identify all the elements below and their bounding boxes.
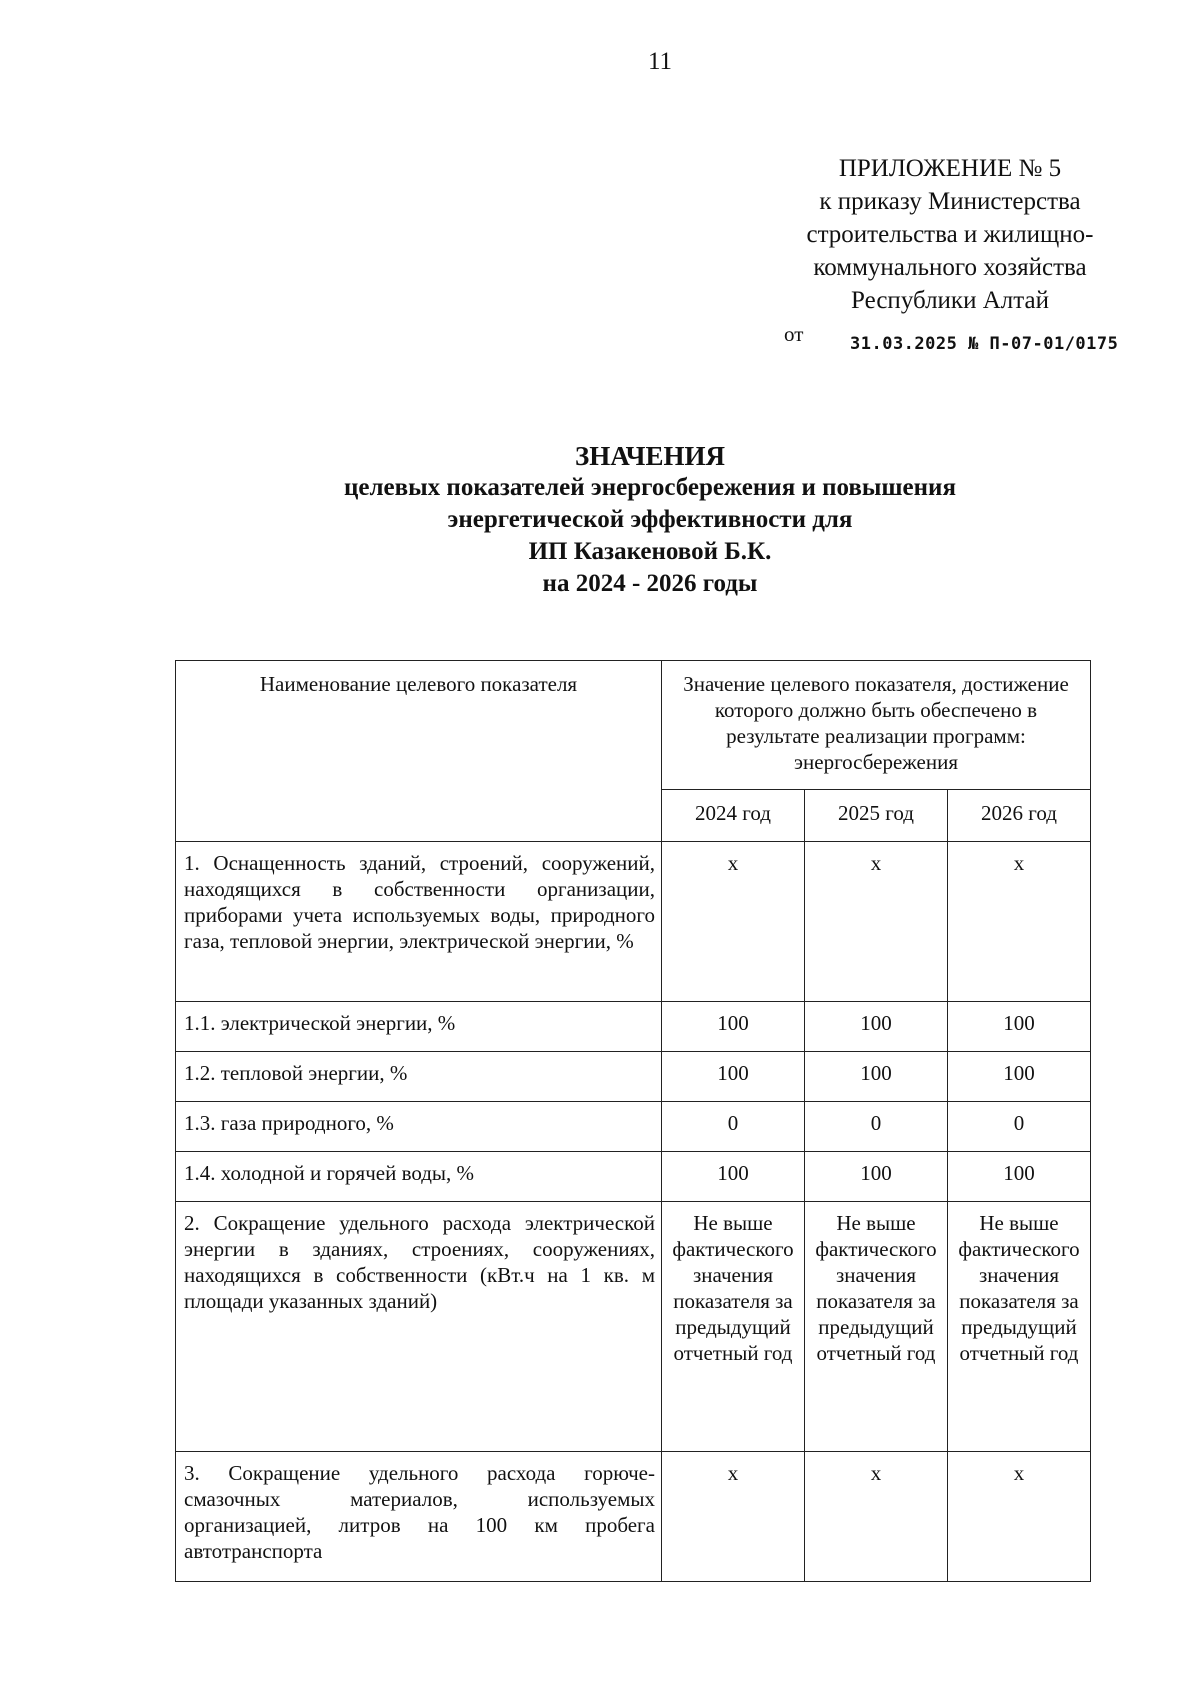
row-name: 1.1. электрической энергии, % <box>176 1002 662 1052</box>
row-value: х <box>948 842 1091 1002</box>
title-line: целевых показателей энергосбережения и повышения <box>344 474 956 501</box>
page-number: 11 <box>647 48 673 75</box>
table-row <box>176 1202 1091 1452</box>
table-row <box>176 1052 1091 1102</box>
title-line: ИП Казакеновой Б.К. <box>528 538 772 565</box>
row-value: 0 <box>805 1102 948 1152</box>
row-value: 100 <box>805 1052 948 1102</box>
row-name: 1. Оснащенность зданий, строений, сооружений, находящихся в собственности организации, приборами учета используемых воды, природного газа, тепловой энергии, электрической энергии, % <box>176 842 662 1002</box>
header-indicator-value: Значение целевого показателя, достижение которого должно быть обеспечено в результате реализации программ: энергосбережения <box>662 661 1091 790</box>
header-year-2025: 2025 год <box>805 790 948 842</box>
row-name: 1.2. тепловой энергии, % <box>176 1052 662 1102</box>
appendix-line: Республики Алтай <box>851 287 1049 314</box>
row-value: Не выше фактического значения показателя за предыдущий отчетный год <box>805 1202 948 1452</box>
row-value: 100 <box>805 1002 948 1052</box>
row-value: Не выше фактического значения показателя за предыдущий отчетный год <box>948 1202 1091 1452</box>
row-value: 100 <box>662 1052 805 1102</box>
table-row <box>176 1002 1091 1052</box>
title-main: ЗНАЧЕНИЯ <box>575 441 725 471</box>
row-value: 100 <box>948 1052 1091 1102</box>
row-name: 1.4. холодной и горячей воды, % <box>176 1152 662 1202</box>
targets-table <box>175 660 1091 1582</box>
row-value: 100 <box>948 1152 1091 1202</box>
title-line: энергетической эффективности для <box>447 506 853 533</box>
document-title <box>240 440 1060 600</box>
row-value: Не выше фактического значения показателя за предыдущий отчетный год <box>662 1202 805 1452</box>
row-value: 100 <box>948 1002 1091 1052</box>
order-from-label: от <box>784 322 804 346</box>
row-value: 100 <box>662 1002 805 1052</box>
appendix-title: ПРИЛОЖЕНИЕ № 5 <box>838 155 1062 182</box>
appendix-line: строительства и жилищно- <box>806 221 1094 248</box>
header-year-2024: 2024 год <box>662 790 805 842</box>
table-row <box>176 1152 1091 1202</box>
row-value: х <box>805 1452 948 1582</box>
row-name: 1.3. газа природного, % <box>176 1102 662 1152</box>
table-row <box>176 842 1091 1002</box>
row-value: 100 <box>805 1152 948 1202</box>
header-year-2026: 2026 год <box>948 790 1091 842</box>
appendix-line: к приказу Министерства <box>819 188 1081 215</box>
table-row <box>176 1102 1091 1152</box>
order-number-stamp: 31.03.2025 № П-07-01/0175 <box>850 334 1119 354</box>
row-name: 3. Сокращение удельного расхода горюче-смазочных материалов, используемых организацией, литров на 100 км пробега автотранспорта <box>176 1452 662 1582</box>
title-line: на 2024 - 2026 годы <box>542 570 758 597</box>
row-name: 2. Сокращение удельного расхода электрической энергии в зданиях, строениях, сооружениях, находящихся в собственности (кВт.ч на 1 кв. м площади указанных зданий) <box>176 1202 662 1452</box>
row-value: х <box>805 842 948 1002</box>
row-value: 0 <box>662 1102 805 1152</box>
row-value: х <box>662 1452 805 1582</box>
row-value: х <box>662 842 805 1002</box>
appendix-line: коммунального хозяйства <box>813 254 1087 281</box>
table-row <box>176 1452 1091 1582</box>
header-indicator-name: Наименование целевого показателя <box>176 661 662 842</box>
appendix-block <box>780 152 1120 317</box>
row-value: 0 <box>948 1102 1091 1152</box>
row-value: 100 <box>662 1152 805 1202</box>
row-value: х <box>948 1452 1091 1582</box>
